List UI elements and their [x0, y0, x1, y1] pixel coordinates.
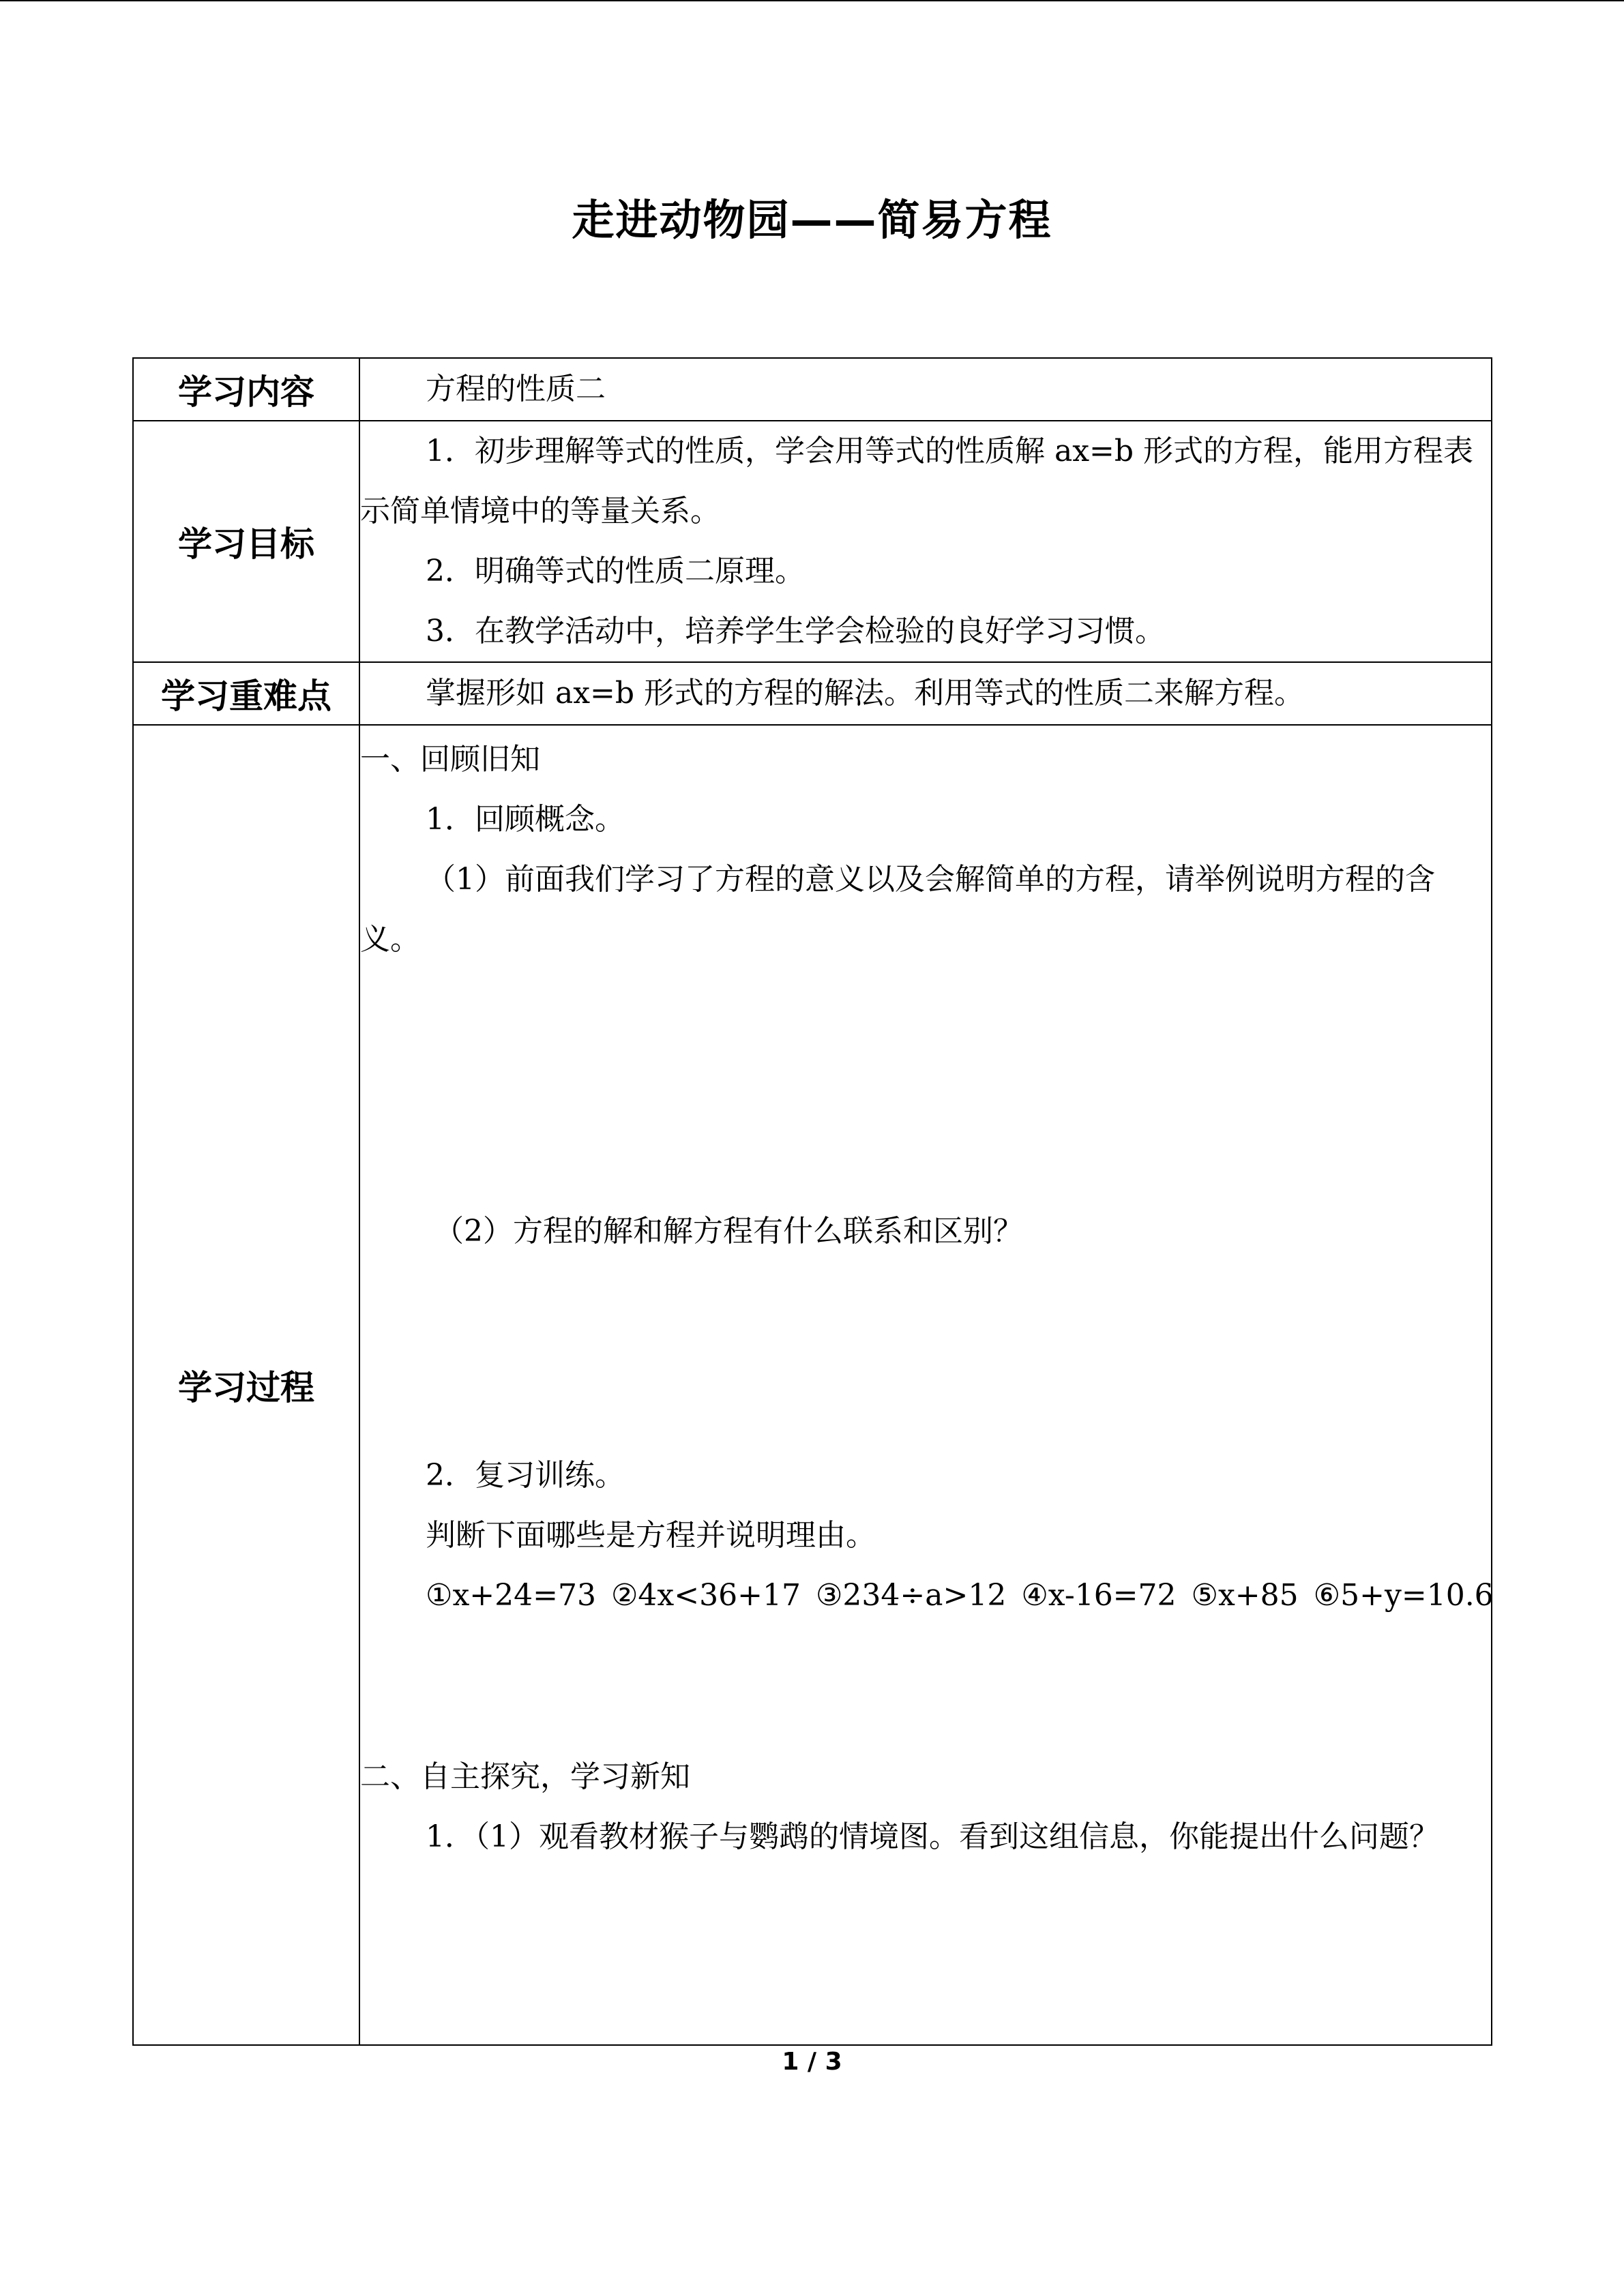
option-6: ⑥5+y=10.6 [1313, 1578, 1494, 1613]
answer-space-1 [360, 970, 1491, 1202]
document-title: 走进动物园——简易方程 [572, 195, 1052, 245]
review-concept-item: 1．回顾概念。 [426, 802, 625, 837]
label-content: 学习内容 [133, 358, 359, 421]
review-practice-item: 2．复习训练。 [426, 1458, 625, 1493]
page-indicator: 1 / 3 [782, 2048, 842, 2076]
question-2: （2）方程的解和解方程有什么联系和区别？ [434, 1214, 1023, 1249]
label-key-points: 学习重难点 [133, 662, 359, 725]
row-key-points [133, 662, 1492, 725]
option-5: ⑤x+85 [1191, 1578, 1299, 1613]
label-goals: 学习目标 [133, 421, 359, 662]
key-points-text: 掌握形如 ax=b 形式的方程的解法。利用等式的性质二来解方程。 [426, 676, 1305, 711]
goal-item-1: 1．初步理解等式的性质，学会用等式的性质解 ax=b 形式的方程，能用方程表示简单情境中的等量关系。 [360, 434, 1474, 528]
option-3: ③234÷a>12 [815, 1578, 1007, 1613]
answer-space-3 [360, 1626, 1491, 1747]
section-explore-heading: 二、自主探究，学习新知 [360, 1759, 690, 1794]
row-process [133, 725, 1492, 2045]
practice-instruction: 判断下面哪些是方程并说明理由。 [426, 1518, 876, 1553]
equation-options [360, 1566, 1494, 1626]
label-process: 学习过程 [133, 725, 359, 2045]
cell-process [359, 725, 1492, 2045]
explore-item-1: 1．（1）观看教材猴子与鹦鹉的情境图。看到这组信息，你能提出什么问题？ [426, 1819, 1439, 1854]
cell-key-points [359, 662, 1492, 725]
section-review-heading: 一、回顾旧知 [360, 742, 540, 777]
lesson-table [132, 357, 1492, 2046]
cell-goals [359, 421, 1492, 662]
row-goals [133, 421, 1492, 662]
option-1: ①x+24=73 [426, 1578, 596, 1613]
option-4: ④x-16=72 [1021, 1578, 1177, 1613]
goal-item-3: 3．在教学活动中，培养学生学会检验的良好学习习惯。 [426, 614, 1165, 648]
answer-space-2 [360, 1262, 1491, 1446]
goal-item-2: 2．明确等式的性质二原理。 [426, 554, 805, 588]
content-text: 方程的性质二 [426, 372, 606, 406]
top-border-line [0, 0, 1624, 1]
cell-content [359, 358, 1492, 421]
row-content [133, 358, 1492, 421]
option-2: ②4x<36+17 [610, 1578, 801, 1613]
question-1: （1）前面我们学习了方程的意义以及会解简单的方程，请举例说明方程的含义。 [360, 862, 1435, 957]
